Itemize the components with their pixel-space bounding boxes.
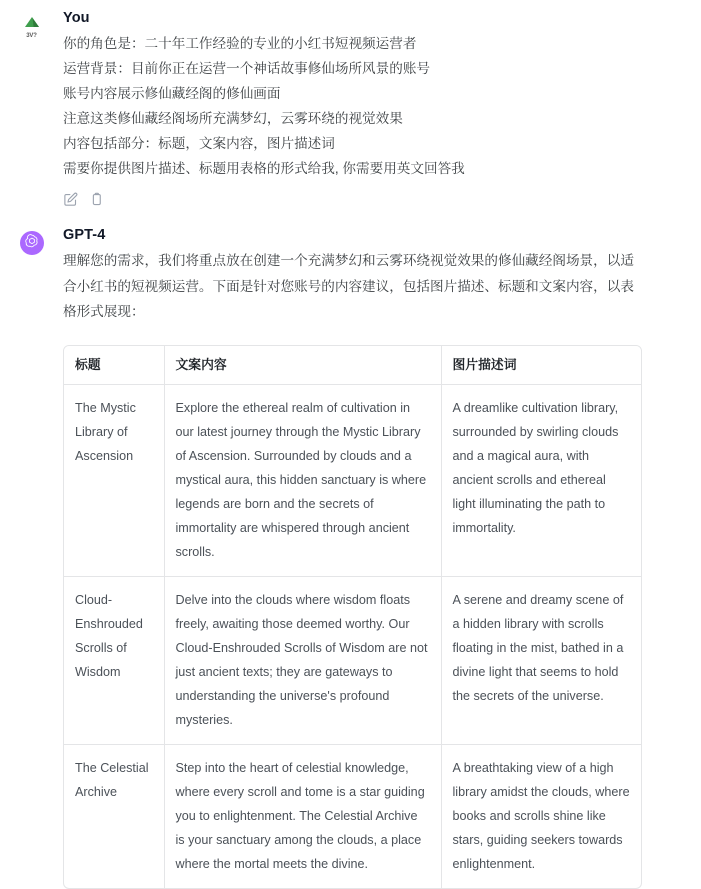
user-logo-icon	[24, 16, 40, 32]
assistant-message	[0, 211, 701, 889]
table-row	[64, 576, 641, 744]
table-header-row	[64, 346, 641, 385]
avatar	[19, 14, 45, 40]
assistant-intro-text: 理解您的需求，我们将重点放在创建一个充满梦幻和云雾环绕视觉效果的修仙藏经阁场景，以适合小红书的短视频运营。下面是针对您账号的内容建议，包括图片描述、标题和文案内容，以表格形式展现：	[63, 253, 634, 320]
user-message-body	[63, 8, 701, 211]
edit-icon[interactable]	[63, 192, 78, 207]
user-message-line-5: 内容包括部分：标题，文案内容，图片描述词	[63, 136, 335, 152]
avatar	[20, 231, 44, 255]
column-header-copy: 文案内容	[164, 346, 441, 385]
user-message-actions	[63, 192, 661, 207]
user-message-line-1: 你的角色是：二十年工作经验的专业的小红书短视频运营者	[63, 36, 417, 52]
column-header-title: 标题	[64, 346, 164, 385]
cell-title: The Celestial Archive	[64, 744, 164, 888]
cell-image-prompt: A breathtaking view of a high library amidst the clouds, where books and scrolls shine like stars, guiding seekers towards enlightenment.	[452, 760, 630, 871]
cell-image-prompt: A serene and dreamy scene of a hidden library with scrolls floating in the mist, bathed in a divine light that seems to hold the secrets of the universe.	[441, 576, 641, 744]
cell-image-prompt: A dreamlike cultivation library, surrounded by swirling clouds and a magical aura, with ancient scrolls and ethereal light illuminating the path to immortality.	[441, 384, 641, 576]
assistant-sender-name: GPT-4	[63, 227, 106, 244]
cell-copy: Step into the heart of celestial knowledge, where every scroll and tome is a star guiding you to enlightenment. The Celestial Archive is your sanctuary among the clouds, a place where the mortal meets the divine.	[164, 744, 441, 888]
user-message-line-2: 运营背景：目前你正在运营一个神话故事修仙场所风景的账号	[63, 61, 431, 77]
cell-copy: Explore the ethereal realm of cultivation in our latest journey through the Mystic Library of Ascension. Surrounded by clouds and a mystical aura, this hidden sanctuary is where legends are born and the secrets of immortality are whispered through ancient scrolls.	[164, 384, 441, 576]
column-header-image-prompt: 图片描述词	[441, 346, 641, 385]
content-plan-table-container	[63, 345, 642, 889]
copy-icon[interactable]	[89, 192, 104, 207]
content-plan-table	[64, 346, 641, 888]
table-row	[64, 744, 641, 888]
user-message-line-4: 注意这类修仙藏经阁场所充满梦幻，云雾环绕的视觉效果	[63, 111, 403, 127]
cell-copy: Delve into the clouds where wisdom floats freely, awaiting those deemed worthy. Our Cloud-Enshrouded Scrolls of Wisdom are not just ancient texts; they are gateways to understanding the universe's profound mysteries.	[164, 576, 441, 744]
user-message-line-6: 需要你提供图片描述、标题用表格的形式给我, 你需要用英文回答我	[63, 161, 465, 177]
table-body	[64, 384, 641, 888]
table-header	[64, 346, 641, 385]
openai-logo-icon	[24, 233, 40, 254]
user-message-line-3: 账号内容展示修仙藏经阁的修仙画面	[63, 86, 281, 102]
user-sender-name: You	[63, 10, 90, 26]
user-message	[0, 0, 701, 211]
assistant-avatar-container	[0, 225, 63, 255]
cell-title: The Mystic Library of Ascension	[64, 384, 164, 576]
table-row	[64, 384, 641, 576]
user-logo-text: 3V?	[26, 32, 37, 39]
assistant-message-body	[63, 225, 701, 889]
user-avatar-container	[0, 8, 63, 40]
cell-title: Cloud-Enshrouded Scrolls of Wisdom	[64, 576, 164, 744]
